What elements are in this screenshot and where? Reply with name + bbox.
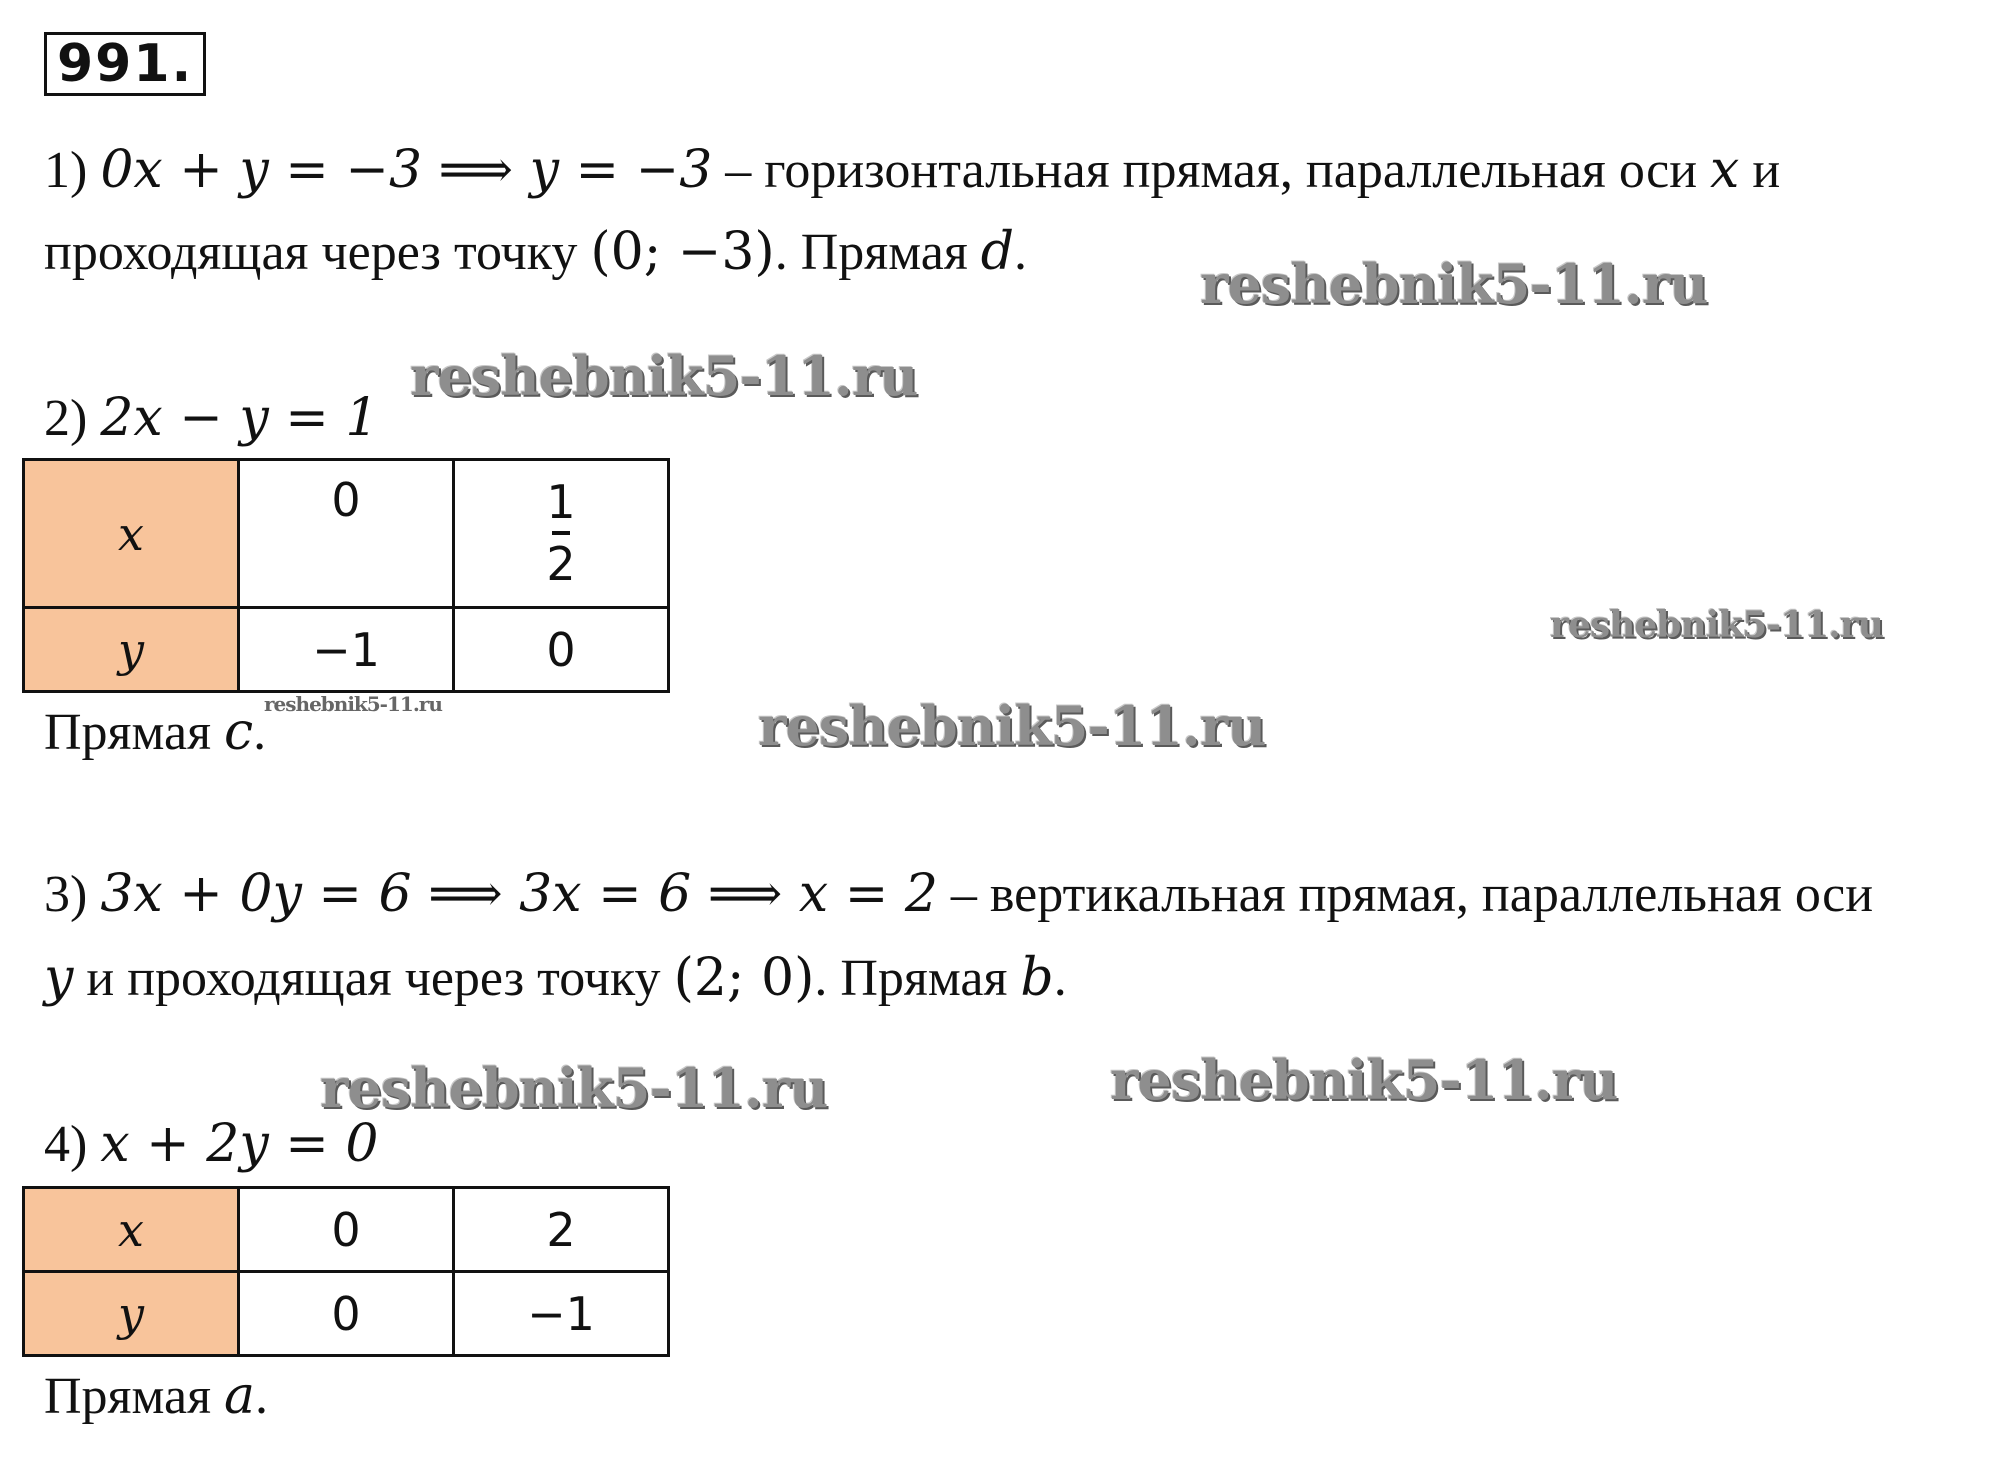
watermark: reshebnik5-11.ru	[1200, 252, 1708, 316]
item1-prefix: 1)	[44, 142, 101, 199]
item4-value-table	[22, 1186, 670, 1357]
watermark: reshebnik5-11.ru	[410, 344, 918, 408]
item4-equation-line	[44, 1114, 378, 1175]
table-cell	[454, 460, 669, 608]
item1-line2-mid: . Прямая	[774, 224, 981, 281]
table-cell: −1	[454, 1272, 669, 1356]
table-header-x: x	[24, 1188, 239, 1272]
item2-value-table	[22, 458, 670, 693]
item3-point: (2; 0)	[673, 948, 815, 1008]
watermark: reshebnik5-11.ru	[1110, 1048, 1618, 1112]
item1-line-name: d	[980, 222, 1015, 282]
watermark: reshebnik5-11.ru	[1550, 604, 1883, 646]
item1-line2	[44, 222, 1027, 283]
table-header-x: x	[24, 460, 239, 608]
watermark: reshebnik5-11.ru	[758, 694, 1266, 758]
item3-line2-end: .	[1053, 950, 1067, 1007]
table-cell: −1	[239, 608, 454, 692]
item3-equation: 3x + 0y = 6 ⟹ 3x = 6 ⟹ x = 2	[100, 864, 938, 924]
item1-line1-end: и	[1739, 142, 1781, 199]
table-cell: 0	[239, 460, 454, 608]
item2-line-name: c	[224, 702, 254, 762]
item3-line2-mid: . Прямая	[814, 950, 1021, 1007]
item1-line2-text: проходящая через точку	[44, 224, 591, 281]
item2-prefix: 2)	[44, 390, 101, 447]
item1-axis-var: x	[1710, 140, 1740, 200]
table-header-y: y	[24, 1272, 239, 1356]
problem-number: 991.	[44, 32, 206, 96]
item3-prefix: 3)	[44, 866, 101, 923]
item2-equation: 2x − y = 1	[100, 388, 379, 448]
item3-axis-var: y	[44, 948, 74, 1008]
watermark: reshebnik5-11.ru	[264, 692, 442, 716]
table-cell: 0	[239, 1272, 454, 1356]
item4-answer	[44, 1366, 268, 1427]
fraction-denominator: 2	[546, 536, 576, 591]
table-cell: 2	[454, 1188, 669, 1272]
item4-prefix: 4)	[44, 1116, 101, 1173]
fraction	[546, 474, 576, 591]
item1-line2-end: .	[1014, 224, 1028, 281]
item2-answer	[44, 702, 266, 763]
item3-line2	[44, 948, 1067, 1009]
item3-line1	[44, 864, 1873, 925]
item2-answer-end: .	[253, 704, 267, 761]
item1-equation: 0x + y = −3 ⟹ y = −3	[100, 140, 713, 200]
table-cell: 0	[454, 608, 669, 692]
fraction-numerator: 1	[546, 474, 576, 529]
item1-line1	[44, 140, 1780, 201]
item4-answer-end: .	[255, 1368, 269, 1425]
item4-line-name: a	[224, 1366, 256, 1426]
item3-description: – вертикальная прямая, параллельная оси	[937, 866, 1874, 923]
table-cell: 0	[239, 1188, 454, 1272]
item3-line-name: b	[1020, 948, 1054, 1008]
table-header-y: y	[24, 608, 239, 692]
watermark: reshebnik5-11.ru	[320, 1056, 828, 1120]
item1-point: (0; −3)	[590, 222, 775, 282]
item3-line2-text: и проходящая через точку	[73, 950, 674, 1007]
item2-equation-line	[44, 388, 378, 449]
item1-description: – горизонтальная прямая, параллельная оси	[712, 142, 1711, 199]
fraction-bar	[552, 531, 569, 535]
item4-equation: x + 2y = 0	[100, 1114, 379, 1174]
item4-answer-text: Прямая	[44, 1368, 225, 1425]
item2-answer-text: Прямая	[44, 704, 225, 761]
